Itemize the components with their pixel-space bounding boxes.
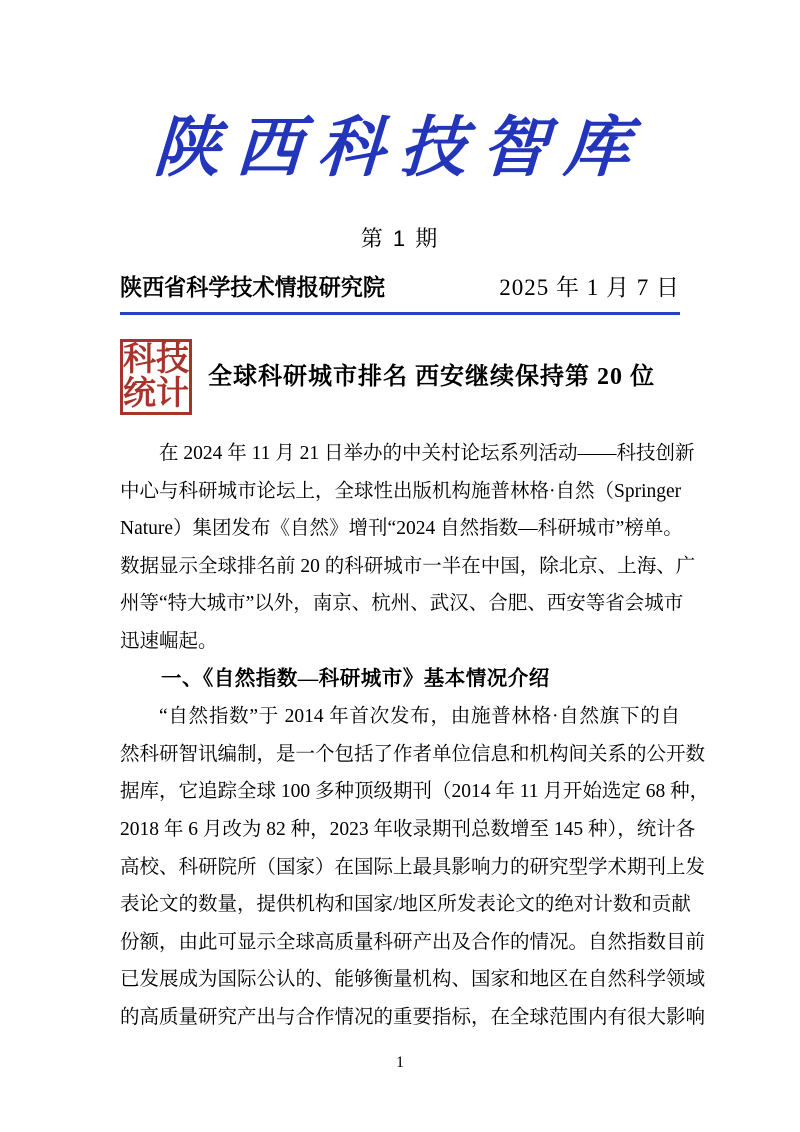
publisher-name: 陕西省科学技术情报研究院	[120, 274, 385, 300]
article-body	[120, 435, 710, 1037]
paragraph-line: 迅速崛起。	[120, 630, 218, 652]
paragraph-line: Nature）集团发布《自然》增刊“2024 自然指数—科研城市”榜单。	[120, 518, 683, 540]
paragraph-line: 数据显示全球排名前 20 的科研城市一半在中国，除北京、上海、广	[120, 555, 696, 577]
paragraph-line: 据库，它追踪全球 100 多种顶级期刊（2014 年 11 月开始选定 68 种，	[120, 781, 710, 803]
section-heading: 一、《自然指数—科研城市》基本情况介绍	[161, 667, 550, 690]
publisher-row	[120, 272, 680, 315]
article-headline: 全球科研城市排名 西安继续保持第 20 位	[208, 364, 655, 390]
page-number: 1	[396, 1053, 404, 1071]
paragraph-line: 2018 年 6 月改为 82 种，2023 年收录期刊总数增至 145 种），统计各	[120, 818, 696, 840]
paragraph-line: “自然指数”于 2014 年首次发布，由施普林格·自然旗下的自	[159, 706, 680, 728]
column-stamp	[120, 339, 192, 415]
issue-date: 2025 年 1 月 7 日	[499, 275, 680, 300]
article-header	[120, 339, 680, 415]
paragraph-line: 州等“特大城市”以外，南京、杭州、武汉、合肥、西安等省会城市	[120, 593, 684, 615]
paragraph-line: 中心与科研城市论坛上，全球性出版机构施普林格·自然（Springer	[120, 480, 682, 502]
masthead-title: 陕西科技智库	[151, 108, 649, 186]
issue-number: 第 1 期	[360, 226, 440, 251]
paragraph-line: 在 2024 年 11 月 21 日举办的中关村论坛系列活动——科技创新	[159, 443, 695, 464]
column-stamp-line2: 统计	[123, 376, 189, 412]
content-column	[120, 0, 710, 1075]
paragraph-line: 份额，由此可显示全球高质量科研产出及合作的情况。自然指数目前	[120, 931, 706, 953]
paragraph-line: 然科研智讯编制，是一个包括了作者单位信息和机构间关系的公开数	[120, 743, 706, 765]
masthead	[120, 0, 680, 198]
paragraph-line: 高校、科研院所（国家）在国际上最具影响力的研究型学术期刊上发	[120, 856, 706, 878]
paragraph-line: 的高质量研究产出与合作情况的重要指标，在全球范围内有很大影响	[120, 1006, 706, 1028]
paragraph-line: 表论文的数量，提供机构和国家/地区所发表论文的绝对计数和贡献	[120, 894, 691, 916]
column-stamp-line1: 科技	[123, 342, 189, 378]
paragraph-line: 已发展成为国际公认的、能够衡量机构、国家和地区在自然科学领域	[120, 969, 706, 991]
